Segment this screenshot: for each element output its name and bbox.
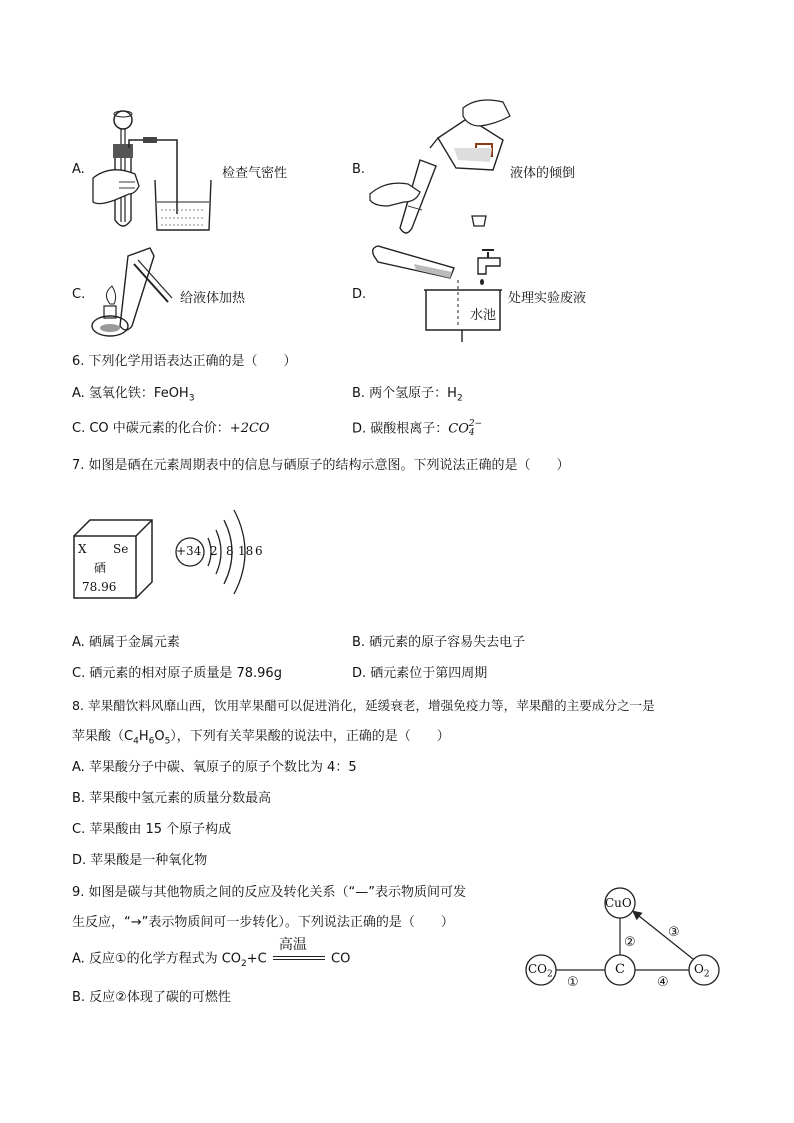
q9-option-a-sub: 2 (241, 959, 247, 970)
q7-option-d[interactable]: D. 硒元素位于第四周期 (352, 666, 488, 681)
q6-option-b-text: B. 两个氢原子：H (352, 386, 457, 401)
q9-stem-line1: 9. 如图是碳与其他物质之间的反应及转化关系（“—”表示物质间可发 (72, 885, 467, 900)
q7-option-a[interactable]: A. 硒属于金属元素 (72, 635, 180, 650)
q6-option-c-formula: +2CO (229, 421, 270, 436)
liquid-pouring-figure (368, 98, 513, 253)
atom-nucleus: +34 (176, 544, 202, 558)
q8-stem-post: ），下列有关苹果酸的说法中，正确的是（ ） (170, 729, 450, 744)
q8-option-c[interactable]: C. 苹果酸由 15 个原子构成 (72, 822, 232, 837)
option-a-caption: 检查气密性 (222, 166, 288, 181)
q8-formula-h-count: 6 (148, 736, 155, 747)
q8-formula-h: H (138, 729, 149, 744)
q8-stem-line2 (72, 728, 450, 751)
reaction-label-2: ② (624, 935, 636, 950)
node-co2 (528, 962, 553, 979)
q8-formula-c-count: 4 (133, 736, 139, 747)
atom-shell-2: 8 (226, 544, 234, 558)
reaction-condition (271, 937, 327, 968)
q8-formula-o-count: 5 (164, 736, 171, 747)
option-a-letter: A. (72, 162, 85, 177)
q7-stem: 7. 如图是硒在元素周期表中的信息与硒原子的结构示意图。下列说法正确的是（ ） (72, 458, 570, 473)
q6-option-d-sup: 2− (468, 419, 483, 429)
node-c: C (615, 962, 625, 977)
q8-stem-pre: 苹果酸（C (72, 729, 134, 744)
option-b-caption: 液体的倾倒 (510, 166, 576, 181)
q6-option-b-sub: 2 (456, 393, 463, 404)
element-cell-mass: 78.96 (82, 580, 117, 594)
element-cell-name: 硒 (94, 561, 107, 575)
q8-option-d[interactable]: D. 苹果酸是一种氧化物 (72, 853, 208, 868)
q9-option-a-mid: +C (246, 951, 267, 967)
atom-shell-1: 2 (210, 544, 218, 558)
q9-option-a[interactable] (72, 937, 351, 973)
atom-shell-4: 6 (255, 544, 263, 558)
q9-option-b[interactable]: B. 反应②体现了碳的可燃性 (72, 990, 231, 1005)
q6-option-a-sub: 3 (188, 393, 195, 404)
q8-option-a[interactable]: A. 苹果酸分子中碳、氧原子的原子个数比为 4：5 (72, 760, 357, 775)
q6-option-a[interactable] (72, 385, 194, 408)
q8-stem-line1: 8. 苹果醋饮料风靡山西，饮用苹果醋可以促进消化，延缓衰老，增强免疫力等，苹果醋的主要成分之一是 (72, 698, 655, 713)
q6-option-d-formula: CO (448, 421, 469, 437)
airtight-check-figure (85, 102, 220, 232)
node-cuo: CuO (605, 896, 632, 910)
q6-stem: 6. 下列化学用语表达正确的是（ ） (72, 354, 297, 369)
heating-liquid-figure (88, 246, 178, 341)
reaction-label-1: ① (567, 975, 579, 990)
q6-option-d[interactable] (352, 420, 482, 439)
q8-formula-o: O (154, 729, 165, 744)
node-co2-sub: 2 (547, 969, 553, 980)
q9-stem-line2: 生反应，“→”表示物质间可一步转化）。下列说法正确的是（ ） (72, 915, 454, 930)
option-d-caption: 处理实验废液 (508, 291, 587, 306)
q8-option-b[interactable]: B. 苹果酸中氢元素的质量分数最高 (72, 791, 272, 806)
option-b-letter: B. (352, 162, 366, 177)
q6-option-c-text: C. CO 中碳元素的化合价： (72, 421, 230, 436)
option-c-caption: 给液体加热 (180, 291, 246, 306)
node-co2-text: CO (528, 962, 548, 976)
q6-option-c[interactable] (72, 420, 270, 438)
option-c-letter: C. (72, 287, 86, 302)
element-cell-symbol: Se (113, 542, 129, 556)
waste-liquid-figure (370, 244, 515, 344)
reaction-condition-text: 高温 (278, 937, 307, 953)
node-o2-text: O (694, 962, 704, 976)
q6-option-b[interactable] (352, 385, 463, 408)
q9-option-a-post: CO (331, 951, 351, 967)
reaction-label-3: ③ (668, 925, 680, 940)
reaction-label-4: ④ (657, 975, 669, 990)
node-o2 (694, 962, 710, 979)
element-cell-x: X (78, 542, 87, 556)
q6-option-d-text: D. 碳酸根离子： (352, 421, 449, 437)
sink-label: 水池 (470, 308, 497, 323)
q7-option-c[interactable]: C. 硒元素的相对原子质量是 78.96g (72, 666, 282, 681)
q6-option-d-sub: 4 (468, 428, 475, 438)
q9-option-a-pre: A. 反应①的化学方程式为 CO (72, 951, 242, 967)
option-d-letter: D. (352, 287, 367, 302)
node-o2-sub: 2 (703, 969, 710, 980)
atom-shell-3: 18 (238, 544, 254, 558)
q6-option-a-text: A. 氢氧化铁：FeOH (72, 386, 189, 401)
q7-option-b[interactable]: B. 硒元素的原子容易失去电子 (352, 635, 526, 650)
